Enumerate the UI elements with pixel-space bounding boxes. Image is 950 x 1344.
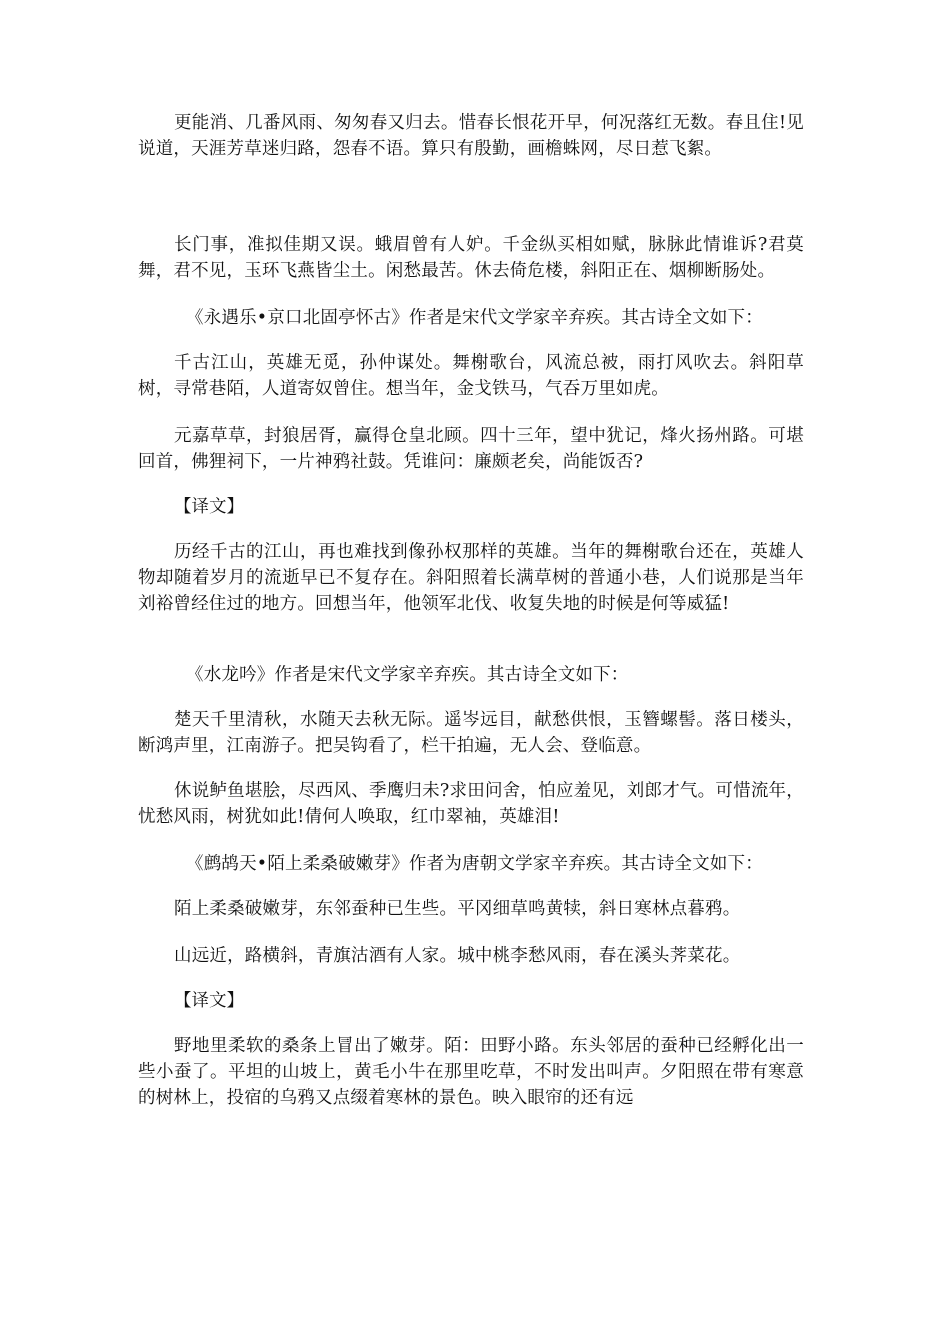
- poem-heading: [138, 662, 804, 688]
- heading-text: 《鹧鸪天•陌上柔桑破嫩芽》作者为唐朝文学家辛弃疾。其古诗全文如下：: [186, 854, 763, 874]
- translation-paragraph: [138, 1033, 804, 1111]
- paragraph-text: 野地里柔软的桑条上冒出了嫩芽。陌：田野小路。东头邻居的蚕种已经孵化出一些小蚕了。平坦的山坡上，黄毛小牛在那里吃草，不时发出叫声。夕阳照在带有寒意的树林上，投宿的乌鸦又点缀着寒林的景色。映入眼帘的还有远: [138, 1036, 804, 1108]
- paragraph-text: 千古江山，英雄无觅，孙仲谋处。舞榭歌台，风流总被，雨打风吹去。斜阳草树，寻常巷陌，人道寄奴曾住。想当年，金戈铁马，气吞万里如虎。: [138, 353, 804, 399]
- paragraph-text: 休说鲈鱼堪脍，尽西风、季鹰归未?求田问舍，怕应羞见，刘郎才气。可惜流年，忧愁风雨，树犹如此!倩何人唤取，红巾翠袖，英雄泪!: [138, 781, 804, 827]
- paragraph-text: 长门事，准拟佳期又误。蛾眉曾有人妒。千金纵买相如赋，脉脉此情谁诉?君莫舞，君不见，玉环飞燕皆尘土。闲愁最苦。休去倚危楼，斜阳正在、烟柳断肠处。: [138, 235, 804, 281]
- poem-paragraph: [138, 943, 804, 969]
- heading-text: 《水龙吟》作者是宋代文学家辛弃疾。其古诗全文如下：: [186, 665, 629, 685]
- poem-paragraph: [138, 232, 804, 284]
- poem-heading: [138, 305, 804, 331]
- poem-paragraph: [138, 896, 804, 922]
- poem-paragraph: [138, 707, 804, 759]
- paragraph-text: 楚天千里清秋，水随天去秋无际。遥岑远目，献愁供恨，玉簪螺髻。落日楼头，断鸿声里，江南游子。把吴钩看了，栏干拍遍，无人会、登临意。: [138, 710, 804, 756]
- paragraph-text: 山远近，路横斜，青旗沽酒有人家。城中桃李愁风雨，春在溪头荠菜花。: [174, 946, 741, 966]
- heading-text: 《永遇乐•京口北固亭怀古》作者是宋代文学家辛弃疾。其古诗全文如下：: [186, 308, 763, 328]
- paragraph-text: 历经千古的江山，再也难找到像孙权那样的英雄。当年的舞榭歌台还在，英雄人物却随着岁月的流逝早已不复存在。斜阳照着长满草树的普通小巷，人们说那是当年刘裕曾经住过的地方。回想当年，他领军北伐、收复失地的时候是何等威猛!: [138, 542, 804, 614]
- translation-label: [138, 494, 804, 520]
- poem-paragraph: [138, 423, 804, 475]
- poem-paragraph: [138, 350, 804, 402]
- label-text: 【译文】: [174, 497, 244, 517]
- poem-heading: [138, 851, 804, 877]
- poem-paragraph: [138, 778, 804, 830]
- translation-label: [138, 988, 804, 1014]
- translation-paragraph: [138, 539, 804, 617]
- label-text: 【译文】: [174, 991, 244, 1011]
- poem-paragraph: [138, 110, 804, 162]
- paragraph-text: 更能消、几番风雨、匆匆春又归去。惜春长恨花开早，何况落红无数。春且住!见说道，天涯芳草迷归路，怨春不语。算只有殷勤，画檐蛛网，尽日惹飞絮。: [138, 113, 804, 159]
- paragraph-text: 陌上柔桑破嫩芽，东邻蚕种已生些。平冈细草鸣黄犊，斜日寒林点暮鸦。: [174, 899, 741, 919]
- paragraph-text: 元嘉草草，封狼居胥，赢得仓皇北顾。四十三年，望中犹记，烽火扬州路。可堪回首，佛狸祠下，一片神鸦社鼓。凭谁问：廉颇老矣，尚能饭否?: [138, 426, 804, 472]
